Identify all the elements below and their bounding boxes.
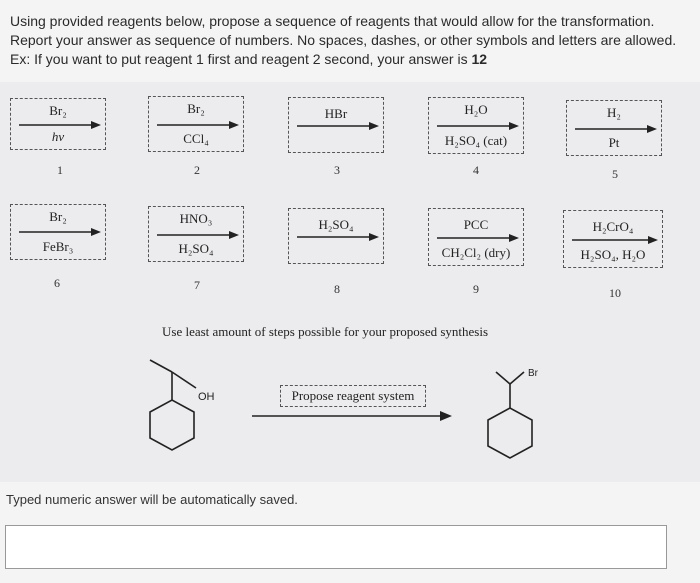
- reagent-9: [428, 208, 524, 266]
- reagent-8-top: H₂SO₄: [318, 217, 354, 232]
- reagent-9-number: 9: [473, 282, 479, 296]
- reagent-2-number: 2: [194, 163, 200, 177]
- hydroxyl-label: OH: [198, 391, 215, 403]
- reaction-arrow: [250, 404, 460, 424]
- reagent-4-number: 4: [473, 163, 479, 177]
- reagent-6-bottom: FeBr₃: [42, 239, 74, 254]
- reagent-4-top: H₂O: [464, 102, 488, 117]
- reagent-10-number: 10: [609, 286, 621, 300]
- question-line-1: Using provided reagents below, propose a sequence of reagents that would allow for the transformation.: [10, 13, 655, 29]
- reagent-5-number: 5: [612, 167, 618, 181]
- reagent-7-bottom: H₂SO₄: [178, 241, 214, 256]
- reagent-1-number: 1: [57, 163, 63, 177]
- reagent-6-number: 6: [54, 276, 60, 290]
- reagent-10: [563, 210, 663, 268]
- bromine-label: Br: [528, 368, 538, 379]
- reagent-1-top: Br₂: [49, 103, 67, 118]
- reagent-10-top: H₂CrO₄: [592, 219, 634, 234]
- arrow-icon: [295, 98, 379, 154]
- reagent-1-bottom: hν: [51, 129, 65, 144]
- reagent-3-number: 3: [334, 163, 340, 177]
- question-text: [10, 12, 690, 69]
- reagent-8: [288, 208, 384, 264]
- reagent-2: [148, 96, 244, 152]
- reagent-5-bottom: Pt: [608, 135, 620, 150]
- question-line-3: [10, 50, 690, 69]
- reagent-3: [288, 97, 384, 153]
- reagent-1: [10, 98, 106, 150]
- question-line-3-text: Ex: If you want to put reagent 1 first and reagent 2 second, your answer is: [10, 51, 472, 67]
- reagent-9-bottom: CH₂Cl₂ (dry): [441, 245, 511, 260]
- reagent-5: [566, 100, 662, 156]
- arrow-icon: [295, 209, 379, 265]
- reagent-8-number: 8: [334, 282, 340, 296]
- reagent-10-bottom: H₂SO₄, H₂O: [580, 247, 646, 262]
- reagent-9-top: PCC: [463, 217, 489, 232]
- reagent-6: [10, 204, 106, 260]
- instruction-text: Use least amount of steps possible for your proposed synthesis: [162, 324, 489, 339]
- reagent-2-bottom: CCl₄: [183, 131, 209, 146]
- answer-input[interactable]: [5, 525, 667, 569]
- reagent-6-top: Br₂: [49, 209, 67, 224]
- reagent-3-top: HBr: [324, 106, 348, 121]
- starting-material-structure: [110, 350, 240, 470]
- reagent-7: [148, 206, 244, 262]
- autosave-note: Typed numeric answer will be automatically saved.: [6, 492, 298, 507]
- propose-reagent-system-box: Propose reagent system: [280, 385, 426, 407]
- reagent-4-bottom: H₂SO₄ (cat): [444, 133, 508, 148]
- reagent-5-top: H₂: [607, 105, 621, 120]
- reagent-7-top: HNO₃: [179, 211, 213, 226]
- reagent-2-top: Br₂: [187, 101, 205, 116]
- reagent-7-number: 7: [194, 278, 200, 292]
- example-answer: 12: [471, 51, 488, 67]
- product-structure: [470, 358, 570, 468]
- question-line-2: Report your answer as sequence of numbers. No spaces, dashes, or other symbols and letters are allowed.: [10, 32, 677, 48]
- reagent-4: [428, 97, 524, 154]
